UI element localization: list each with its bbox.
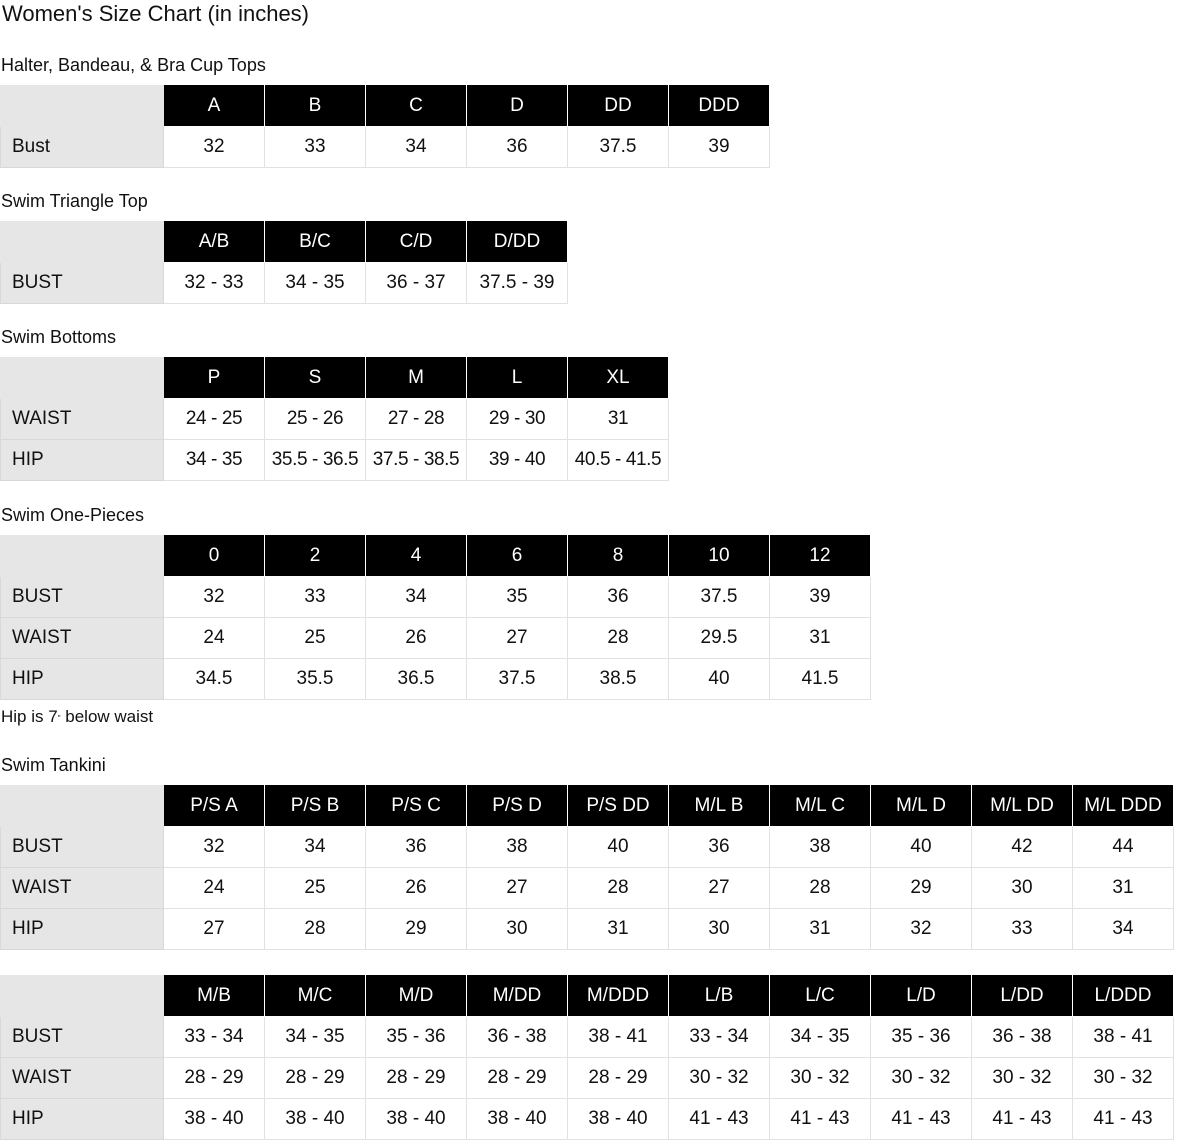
measurement-cell: 38 - 40 [366, 1099, 467, 1140]
size-column-header: DD [568, 86, 669, 127]
measurement-cell: 37.5 - 39 [467, 263, 568, 304]
measurement-cell: 30 - 32 [871, 1058, 972, 1099]
measurement-cell: 27 - 28 [366, 399, 467, 440]
table-row [1, 577, 871, 618]
table-corner [1, 786, 164, 827]
measurement-cell: 28 - 29 [265, 1058, 366, 1099]
measurement-cell: 27 [467, 868, 568, 909]
measurement-cell: 37.5 [467, 659, 568, 700]
measurement-cell: 38 - 40 [265, 1099, 366, 1140]
measurement-cell: 38.5 [568, 659, 669, 700]
size-column-header: P/S DD [568, 786, 669, 827]
measurement-cell: 38 - 40 [568, 1099, 669, 1140]
table-row [1, 827, 1174, 868]
size-column-header: L [467, 358, 568, 399]
size-column-header: C/D [366, 222, 467, 263]
size-table-swim-bottoms [0, 357, 669, 481]
size-column-header: D [467, 86, 568, 127]
measurement-cell: 31 [1073, 868, 1174, 909]
row-label: HIP [1, 909, 164, 950]
size-column-header: P/S A [164, 786, 265, 827]
row-label: BUST [1, 1017, 164, 1058]
size-column-header: B [265, 86, 366, 127]
measurement-cell: 27 [467, 618, 568, 659]
size-column-header: M/DDD [568, 976, 669, 1017]
measurement-cell: 28 - 29 [568, 1058, 669, 1099]
measurement-cell: 33 - 34 [669, 1017, 770, 1058]
measurement-cell: 37.5 [669, 577, 770, 618]
table-corner [1, 536, 164, 577]
measurement-cell: 42 [972, 827, 1073, 868]
measurement-cell: 38 - 41 [568, 1017, 669, 1058]
size-table-tankini [0, 785, 1174, 950]
size-column-header: 10 [669, 536, 770, 577]
measurement-cell: 41 - 43 [669, 1099, 770, 1140]
measurement-cell: 37.5 [568, 127, 669, 168]
measurement-cell: 24 [164, 868, 265, 909]
measurement-cell: 34 - 35 [265, 1017, 366, 1058]
measurement-cell: 31 [568, 399, 669, 440]
table-corner [1, 86, 164, 127]
size-column-header: L/DDD [1073, 976, 1174, 1017]
measurement-cell: 34 - 35 [164, 440, 265, 481]
size-column-header: C [366, 86, 467, 127]
row-label: BUST [1, 827, 164, 868]
size-column-header: M/L DDD [1073, 786, 1174, 827]
size-column-header: 8 [568, 536, 669, 577]
hip-note-inch-mark: " [57, 714, 61, 723]
size-column-header: M [366, 358, 467, 399]
measurement-cell: 28 [568, 618, 669, 659]
measurement-cell: 38 - 41 [1073, 1017, 1174, 1058]
measurement-cell: 29 [871, 868, 972, 909]
measurement-cell: 30 - 32 [770, 1058, 871, 1099]
row-label: WAIST [1, 618, 164, 659]
measurement-cell: 40 [669, 659, 770, 700]
measurement-cell: 28 [568, 868, 669, 909]
measurement-cell: 32 [164, 827, 265, 868]
table-row [1, 659, 871, 700]
measurement-cell: 41 - 43 [871, 1099, 972, 1140]
row-label: HIP [1, 1099, 164, 1140]
table-corner [1, 976, 164, 1017]
measurement-cell: 36.5 [366, 659, 467, 700]
measurement-cell: 35 - 36 [366, 1017, 467, 1058]
measurement-cell: 39 - 40 [467, 440, 568, 481]
table-corner [1, 358, 164, 399]
measurement-cell: 36 - 37 [366, 263, 467, 304]
size-column-header: L/D [871, 976, 972, 1017]
size-column-header: L/DD [972, 976, 1073, 1017]
table-row [1, 1058, 1174, 1099]
measurement-cell: 40 [871, 827, 972, 868]
size-column-header: S [265, 358, 366, 399]
measurement-cell: 41 - 43 [1073, 1099, 1174, 1140]
measurement-cell: 31 [770, 909, 871, 950]
measurement-cell: 37.5 - 38.5 [366, 440, 467, 481]
size-column-header: M/L B [669, 786, 770, 827]
measurement-cell: 41 - 43 [972, 1099, 1073, 1140]
measurement-cell: 30 [467, 909, 568, 950]
measurement-cell: 34.5 [164, 659, 265, 700]
table-header-row [1, 86, 770, 127]
measurement-cell: 30 - 32 [669, 1058, 770, 1099]
measurement-cell: 38 [467, 827, 568, 868]
measurement-cell: 24 - 25 [164, 399, 265, 440]
measurement-cell: 38 - 40 [164, 1099, 265, 1140]
size-column-header: P [164, 358, 265, 399]
measurement-cell: 28 - 29 [366, 1058, 467, 1099]
row-label: WAIST [1, 399, 164, 440]
measurement-cell: 36 [467, 127, 568, 168]
measurement-cell: 34 [265, 827, 366, 868]
size-column-header: M/D [366, 976, 467, 1017]
row-label: BUST [1, 577, 164, 618]
section-label-halter-tops: Halter, Bandeau, & Bra Cup Tops [1, 55, 266, 75]
table-row [1, 618, 871, 659]
measurement-cell: 28 - 29 [467, 1058, 568, 1099]
size-column-header: L/C [770, 976, 871, 1017]
table-row [1, 868, 1174, 909]
size-column-header: M/DD [467, 976, 568, 1017]
section-label-tankini: Swim Tankini [1, 755, 106, 775]
measurement-cell: 26 [366, 618, 467, 659]
measurement-cell: 28 [265, 909, 366, 950]
measurement-cell: 33 [265, 577, 366, 618]
measurement-cell: 39 [770, 577, 871, 618]
size-column-header: 4 [366, 536, 467, 577]
table-header-row [1, 786, 1174, 827]
size-column-header: XL [568, 358, 669, 399]
measurement-cell: 25 - 26 [265, 399, 366, 440]
size-column-header: 0 [164, 536, 265, 577]
size-table-triangle-top [0, 221, 568, 304]
size-column-header: L/B [669, 976, 770, 1017]
measurement-cell: 35.5 [265, 659, 366, 700]
measurement-cell: 44 [1073, 827, 1174, 868]
size-column-header: M/L D [871, 786, 972, 827]
table-header-row [1, 222, 568, 263]
size-column-header: M/L C [770, 786, 871, 827]
row-label: HIP [1, 440, 164, 481]
table-corner [1, 222, 164, 263]
size-column-header: P/S B [265, 786, 366, 827]
measurement-cell: 31 [770, 618, 871, 659]
measurement-cell: 38 - 40 [467, 1099, 568, 1140]
table-row [1, 127, 770, 168]
row-label: BUST [1, 263, 164, 304]
section-label-swim-bottoms: Swim Bottoms [1, 327, 117, 347]
measurement-cell: 39 [669, 127, 770, 168]
table-header-row [1, 536, 871, 577]
measurement-cell: 34 [366, 127, 467, 168]
measurement-cell: 38 [770, 827, 871, 868]
size-table-halter-tops [0, 85, 770, 168]
measurement-cell: 36 [366, 827, 467, 868]
table-header-row [1, 976, 1174, 1017]
table-row [1, 1017, 1174, 1058]
measurement-cell: 34 [1073, 909, 1174, 950]
measurement-cell: 35 [467, 577, 568, 618]
measurement-cell: 30 [972, 868, 1073, 909]
measurement-cell: 31 [568, 909, 669, 950]
size-table-tankini-mixed [0, 975, 1174, 1140]
measurement-cell: 36 - 38 [972, 1017, 1073, 1058]
size-column-header: P/S C [366, 786, 467, 827]
measurement-cell: 36 [568, 577, 669, 618]
measurement-cell: 34 [366, 577, 467, 618]
row-label: Bust [1, 127, 164, 168]
measurement-cell: 40 [568, 827, 669, 868]
measurement-cell: 28 [770, 868, 871, 909]
measurement-cell: 33 [972, 909, 1073, 950]
measurement-cell: 30 [669, 909, 770, 950]
table-row [1, 263, 568, 304]
row-label: WAIST [1, 1058, 164, 1099]
page-title: Women's Size Chart (in inches) [2, 1, 310, 26]
size-column-header: P/S D [467, 786, 568, 827]
measurement-cell: 32 [871, 909, 972, 950]
size-column-header: D/DD [467, 222, 568, 263]
measurement-cell: 30 - 32 [1073, 1058, 1174, 1099]
size-column-header: A/B [164, 222, 265, 263]
table-row [1, 440, 669, 481]
measurement-cell: 29.5 [669, 618, 770, 659]
size-column-header: M/L DD [972, 786, 1073, 827]
measurement-cell: 27 [164, 909, 265, 950]
measurement-cell: 27 [669, 868, 770, 909]
measurement-cell: 36 - 38 [467, 1017, 568, 1058]
measurement-cell: 41 - 43 [770, 1099, 871, 1140]
measurement-cell: 25 [265, 618, 366, 659]
measurement-cell: 28 - 29 [164, 1058, 265, 1099]
measurement-cell: 35.5 - 36.5 [265, 440, 366, 481]
size-column-header: B/C [265, 222, 366, 263]
measurement-cell: 41.5 [770, 659, 871, 700]
measurement-cell: 30 - 32 [972, 1058, 1073, 1099]
measurement-cell: 24 [164, 618, 265, 659]
size-column-header: M/B [164, 976, 265, 1017]
section-label-triangle-top: Swim Triangle Top [1, 191, 148, 211]
measurement-cell: 29 - 30 [467, 399, 568, 440]
row-label: WAIST [1, 868, 164, 909]
measurement-cell: 36 [669, 827, 770, 868]
measurement-cell: 32 - 33 [164, 263, 265, 304]
table-header-row [1, 358, 669, 399]
size-column-header: A [164, 86, 265, 127]
size-column-header: 12 [770, 536, 871, 577]
measurement-cell: 26 [366, 868, 467, 909]
measurement-cell: 34 - 35 [265, 263, 366, 304]
section-label-one-pieces: Swim One-Pieces [1, 505, 145, 525]
measurement-cell: 32 [164, 577, 265, 618]
row-label: HIP [1, 659, 164, 700]
measurement-cell: 33 - 34 [164, 1017, 265, 1058]
table-row [1, 909, 1174, 950]
measurement-cell: 35 - 36 [871, 1017, 972, 1058]
table-row [1, 399, 669, 440]
measurement-cell: 25 [265, 868, 366, 909]
measurement-cell: 34 - 35 [770, 1017, 871, 1058]
measurement-cell: 40.5 - 41.5 [568, 440, 669, 481]
size-table-one-pieces [0, 535, 871, 700]
hip-note-suffix: below waist [60, 707, 154, 726]
measurement-cell: 29 [366, 909, 467, 950]
hip-note [1, 706, 153, 728]
hip-note-prefix: Hip is 7 [1, 707, 58, 726]
size-column-header: DDD [669, 86, 770, 127]
measurement-cell: 32 [164, 127, 265, 168]
size-column-header: 2 [265, 536, 366, 577]
size-column-header: 6 [467, 536, 568, 577]
measurement-cell: 33 [265, 127, 366, 168]
size-column-header: M/C [265, 976, 366, 1017]
table-row [1, 1099, 1174, 1140]
